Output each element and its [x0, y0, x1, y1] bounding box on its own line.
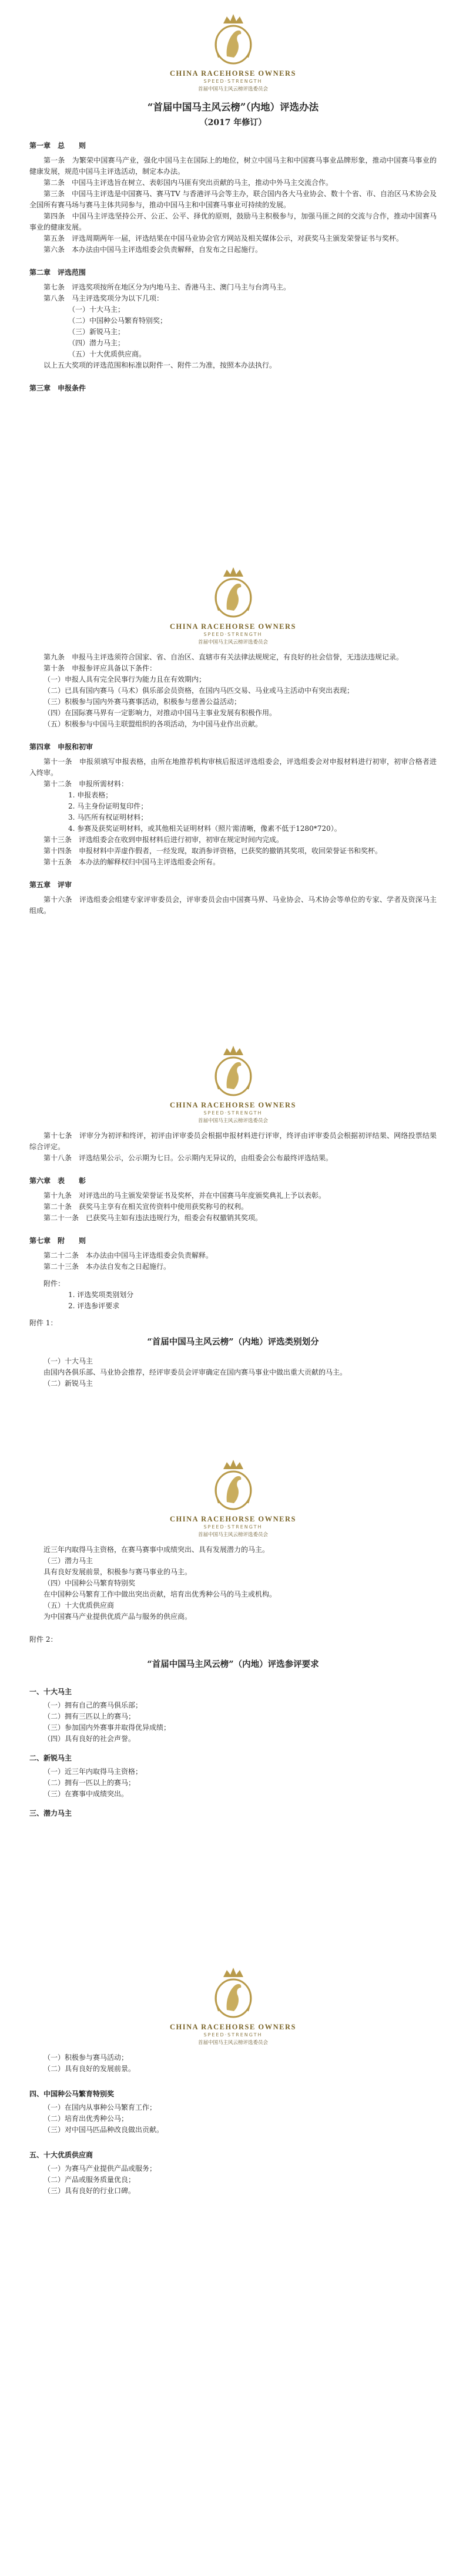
requirement-item: （一）在国内从事种公马繁育工作； [43, 2103, 157, 2112]
brand-chinese-name: 首届中国马主风云榜评选委员会 [197, 639, 268, 645]
article-6: 第六条 本办法由中国马主评选组委会负责解释，自发布之日起施行。 [43, 245, 263, 254]
award-item: （五）十大优质供应商。 [68, 350, 146, 358]
article-18: 第十八条 评选结果公示，公示期为七日。公示期内无异议的，由组委会公布最终评选结果。 [43, 1154, 333, 1162]
attachment-link[interactable]: 1. 评选奖项类别划分 [68, 1291, 134, 1299]
regulations-part-2 [29, 652, 437, 917]
article-4: 第四条 中国马主评选坚持公开、公正、公平、择优的原则，鼓励马主积极参与，加强马匪之间的交流与合作，推动中国赛马事业的健康发展。 [29, 212, 437, 231]
article-17: 第十七条 评审分为初评和终评，初评由评审委员会根据申报材料进行评审，终评由评审委员会根据初评结果、网络投票结果综合评定。 [29, 1132, 437, 1151]
requirement-heading: 二、新锐马主 [29, 1754, 72, 1762]
article-2: 第二条 中国马主评选旨在树立、表彰国内马匪有突出贡献的马主，推动中外马主交流合作。 [43, 179, 333, 187]
requirement-item: （二）产品或服务质量优良； [43, 2176, 136, 2184]
award-item: （一）十大马主； [68, 305, 125, 314]
requirement-item: （三）在赛事中成绩突出。 [43, 1790, 129, 1798]
article-1: 第一条 为繁荣中国赛马产业，强化中国马主在国际上的地位，树立中国马主和中国赛马事业品牌形象，推动中国赛马事业的健康发展，规范中国马主评选活动，制定本办法。 [29, 156, 437, 176]
brand-tagline: SPEED·STRENGTH [203, 1110, 263, 1116]
article-23: 第二十三条 本办法自发布之日起施行。 [43, 1262, 171, 1271]
category-body: 在中国种公马繁育工作中做出突出贡献，培育出优秀种公马的马主或机构。 [43, 1590, 277, 1598]
requirement-item: （二）培育出优秀种公马； [43, 2114, 129, 2123]
article-3: 第三条 中国马主评选是中国赛马、赛马TV 与香港评马会等主办，联合国内各大马业协会、数十个省、市、自治区马术协会及全国所有赛马场与赛马主体共同参与，推动中国马主和中国赛马事业可持续的发展。 [29, 190, 437, 209]
category-heading: （三）潜力马主 [43, 1557, 93, 1565]
attachment-2-continued [29, 2052, 437, 2197]
brand-logo [0, 564, 466, 645]
article-22: 第二十二条 本办法由中国马主评选组委会负责解释。 [43, 1251, 213, 1260]
chapter-3-heading: 第三章 申报条件 [29, 384, 86, 392]
chapter-4-heading: 第四章 申报和初审 [29, 743, 93, 751]
requirement-item: （二）拥有一匹以上的赛马； [43, 1779, 136, 1787]
condition-item: （一）申报人具有完全民事行为能力且在有效期内； [43, 675, 206, 683]
attachments-label: 附件： [43, 1279, 65, 1288]
brand-tagline: SPEED·STRENGTH [203, 79, 263, 84]
article-21: 第二十一条 已获奖马主如有违法违规行为，组委会有权撤销其奖项。 [43, 1214, 263, 1222]
requirement-heading: 三、潜力马主 [29, 1809, 72, 1817]
doc-revision: （2017 年修订） [199, 118, 267, 127]
article-15: 第十五条 本办法的解释权归中国马主评选组委会所有。 [43, 858, 220, 866]
requirement-item: （三）参加国内外赛事并取得优异成绩； [43, 1723, 171, 1732]
article-12: 第十二条 申报所需材料： [43, 780, 129, 788]
award-item: （四）潜力马主； [68, 339, 125, 347]
requirement-heading: 五、十大优质供应商 [29, 2151, 93, 2159]
attachment-link[interactable]: 2. 评选参评要求 [68, 1302, 120, 1310]
article-7: 第七条 评选奖项按所在地区分为内地马主、香港马主、澳门马主与台湾马主。 [43, 283, 291, 291]
article-10: 第十条 申报参评应具备以下条件： [43, 664, 157, 672]
award-item: （三）新锐马主； [68, 328, 125, 336]
horse-crest-icon [201, 1456, 266, 1513]
horse-crest-icon [201, 11, 266, 67]
brand-chinese-name: 首届中国马主风云榜评选委员会 [197, 1532, 268, 1538]
regulations-part-1 [29, 100, 437, 398]
requirement-item: （一）拥有自己的赛马俱乐部； [43, 1701, 143, 1709]
requirement-heading: 一、十大马主 [29, 1688, 72, 1696]
category-body: 为中国赛马产业提供优质产品与服务的供应商。 [43, 1612, 192, 1621]
horse-crest-icon [201, 1964, 266, 2021]
requirement-item: （二）拥有三匹以上的赛马； [43, 1712, 136, 1720]
doc-title: “首届中国马主风云榜”（内地）评选办法 [147, 102, 319, 113]
chapter-1-heading: 第一章 总 则 [29, 142, 86, 150]
attachment-1-continued [29, 1544, 437, 1821]
condition-item: （二）已具有国内赛马（马术）俱乐部会员资格，在国内马匹交易、马业或马主活动中有突出表现； [43, 686, 354, 695]
category-heading: （五）十大优质供应商 [43, 1601, 115, 1609]
condition-item: （四）在国际赛马界有一定影响力，对推动中国马主事业发展有积极作用。 [43, 709, 277, 717]
brand-logo [0, 1456, 466, 1538]
regulations-part-3 [29, 1130, 437, 1389]
article-19: 第十九条 对评选出的马主颁发荣誉证书及奖杯，并在中国赛马年度颁奖典礼上予以表彰。 [43, 1191, 326, 1200]
brand-chinese-name: 首届中国马主风云榜评选委员会 [197, 86, 268, 92]
category-body: 由国内各俱乐部、马业协会推荐，经评审委员会评审确定在国内赛马事业中做出重大贡献的马主。 [43, 1368, 347, 1376]
brand-tagline: SPEED·STRENGTH [203, 1524, 263, 1530]
attachment-2-label: 附件 2： [29, 1635, 58, 1644]
chapter-5-heading: 第五章 评审 [29, 881, 72, 889]
material-item: 2. 马主身份证明复印件； [68, 802, 148, 810]
requirement-item: （四）具有良好的社会声誉。 [43, 1735, 136, 1743]
category-body: 近三年内取得马主资格，在赛马赛事中成绩突出、具有发展潜力的马主。 [43, 1545, 270, 1554]
horse-crest-icon [201, 1042, 266, 1099]
category-heading: （四）中国种公马繁育特别奖 [43, 1579, 136, 1587]
material-item: 1. 申报表格； [68, 791, 113, 799]
category-heading: （二）新锐马主 [43, 1379, 93, 1388]
material-item: 3. 马匹所有权证明材料； [68, 813, 148, 821]
brand-chinese-name: 首届中国马主风云榜评选委员会 [197, 1118, 268, 1124]
brand-logo [0, 1042, 466, 1124]
brand-name: CHINA RACEHORSE OWNERS [170, 69, 296, 78]
requirement-item: （三）具有良好的行业口碑。 [43, 2187, 136, 2195]
brand-name: CHINA RACEHORSE OWNERS [170, 622, 296, 631]
article-8: 第八条 马主评选奖项分为以下几项： [43, 294, 164, 302]
scope-note: 以上五大奖项的评选范围和标准以附件一、附件二为准，按照本办法执行。 [43, 361, 277, 369]
category-heading: （一）十大马主 [43, 1357, 93, 1365]
brand-chinese-name: 首届中国马主风云榜评选委员会 [197, 2040, 268, 2046]
requirement-item: （三）对中国马匹品种改良做出贡献。 [43, 2126, 164, 2134]
brand-tagline: SPEED·STRENGTH [203, 632, 263, 637]
condition-item: （五）积极参与中国马主联盟组织的各项活动，为中国马业作出贡献。 [43, 720, 263, 728]
requirement-heading: 四、中国种公马繁育特别奖 [29, 2090, 115, 2098]
article-16: 第十六条 评选组委会组建专家评审委员会，评审委员会由中国赛马界、马业协会、马术协会等单位的专家、学者及资深马主组成。 [29, 895, 437, 915]
article-14: 第十四条 申报材料中弄虚作假者，一经发现，取消参评资格，已获奖的撤销其奖项，收回荣誉证书和奖杯。 [43, 847, 383, 855]
award-item: （二）中国种公马繁育特别奖； [68, 316, 167, 325]
chapter-6-heading: 第六章 表 彰 [29, 1177, 86, 1185]
brand-name: CHINA RACEHORSE OWNERS [170, 2023, 296, 2031]
requirement-item: （一）积极参与赛马活动； [43, 2053, 129, 2062]
brand-logo [0, 1964, 466, 2046]
condition-item: （三）积极参与国内外赛马赛事活动，积极参与慈善公益活动； [43, 698, 242, 706]
material-item: 4. 参赛及获奖证明材料，或其他相关证明材料（照片需清晰，像素不低于1280*720）。 [68, 824, 341, 833]
attachment-1-label: 附件 1： [29, 1319, 58, 1327]
attachment-1-title: “首届中国马主风云榜”（内地）评选类别划分 [147, 1337, 319, 1347]
brand-name: CHINA RACEHORSE OWNERS [170, 1101, 296, 1109]
category-body: 具有良好发展前景，积极参与赛马事业的马主。 [43, 1568, 192, 1576]
article-9: 第九条 申报马主评选须符合国家、省、自治区、直辖市有关法律法规规定，有良好的社会信誉，无违法违规记录。 [43, 653, 404, 661]
article-13: 第十三条 评选组委会在收到申报材料后进行初审，初审在规定时间内完成。 [43, 836, 284, 844]
article-11: 第十一条 申报须填写申报表格，由所在地推荐机构审核后报送评选组委会，评选组委会对申报材料进行初审，初审合格者进入终审。 [29, 757, 437, 777]
chapter-2-heading: 第二章 评选范围 [29, 268, 86, 277]
requirement-item: （一）为赛马产业提供产品或服务； [43, 2164, 157, 2173]
requirement-item: （二）具有良好的发展前景。 [43, 2065, 136, 2073]
horse-crest-icon [201, 564, 266, 620]
brand-name: CHINA RACEHORSE OWNERS [170, 1515, 296, 1523]
chapter-7-heading: 第七章 附 则 [29, 1237, 86, 1245]
article-5: 第五条 评选周期两年一届，评选结果在中国马业协会官方网站及相关媒体公示，对获奖马主颁发荣誉证书与奖杯。 [43, 234, 404, 243]
article-20: 第二十条 获奖马主享有在相关宣传资料中使用获奖称号的权利。 [43, 1203, 249, 1211]
requirement-item: （一）近三年内取得马主资格； [43, 1767, 143, 1776]
brand-tagline: SPEED·STRENGTH [203, 2032, 263, 2038]
attachment-2-title: “首届中国马主风云榜”（内地）评选参评要求 [147, 1659, 319, 1669]
brand-logo [0, 11, 466, 92]
